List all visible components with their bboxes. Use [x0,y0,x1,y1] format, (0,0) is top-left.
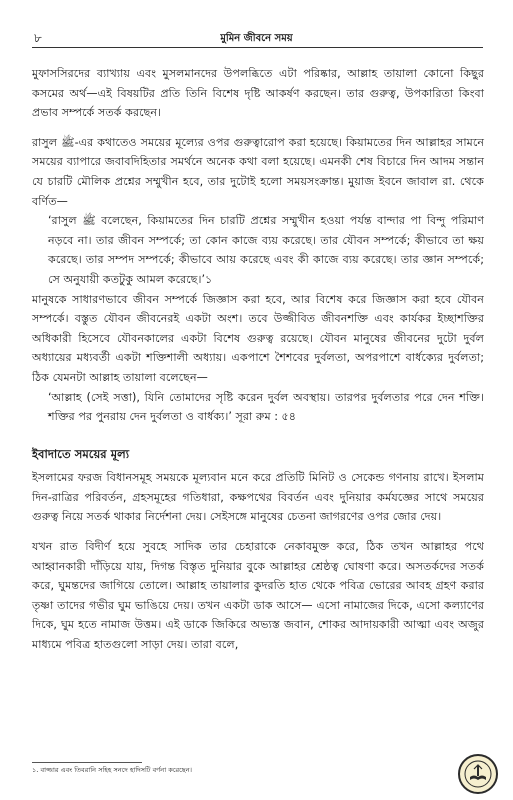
footnote-divider [32,762,142,763]
hadith-quote: ‘রাসুল ﷺ বলেছেন, কিয়ামতের দিন চারটি প্রশ্নের সম্মুখীন হওয়া পর্যন্ত বান্দার পা বিন্দু পরিমাণ নড়বে না। তার জীবন সম্পর্কে; তা কোন কাজে ব্যয় করেছে। তার যৌবন সম্পর্কে; কীভাবে তা ক্ষয় করেছে। তার সম্পদ সম্পর্কে; কীভাবে আয় করেছে এবং কী কাজে ব্যয় করেছে। তার জ্ঞান সম্পর্কে; সে অনুযায়ী কতটুকু আমল করেছে।’১ [48,214,484,286]
header-divider [32,47,483,48]
paragraph-4: ইসলামের ফরজ বিধানসমূহ সময়কে মূল্যবান মনে করে প্রতিটি মিনিট ও সেকেন্ড গণনায় রাখে। ইসলাম দিন-রাত্রির পরিবর্তন, গ্রহসমূহের গতিধারা, কক্ষপথের বিবর্তন এবং দুনিয়ার কর্মযজ্ঞের সাথে সময়ের গুরুত্ব নিয়ে সতর্ক থাকার নির্দেশনা দেয়। সেইসঙ্গে মানুষের চেতনা জাগরণের ওপর জোর দেয়। [32,471,484,524]
footnote: ১. বাজ্জার এবং তিবরানি সহিহ সনদে হাদিসটি বর্ণনা করেছেন। [32,766,193,774]
paragraph-1: মুফাসসিরদের ব্যাখ্যায় এবং মুসলমানদের উপলব্ধিতে এটা পরিষ্কার, আল্লাহ তায়ালা কোনো কিছুর কসমের অর্থ—এই বিষয়টির প্রতি তিনি বিশেষ দৃষ্টি আকর্ষণ করছেন। তার গুরুত্ব, উপকারিতা কিংবা প্রভাব সম্পর্কে সতর্ক করছেন। [32,67,484,120]
paragraph-2: রাসুল ﷺ-এর কথাতেও সময়ের মূল্যের ওপর গুরুত্বারোপ করা হয়েছে। কিয়ামতের দিন আল্লাহর সামনে সময়ের ব্যাপারে জবাবদিহিতার সমর্থনে অনেক কথা বলা হয়েছে। এমনকী শেষ বিচারে দিন আদম সন্তান যে চারটি মৌলিক প্রশ্নের সম্মুখীন হবে, তার দুটোই হলো সময়সংক্রান্ত। মুয়াজ ইবনে জাবাল রা. থেকে বর্ণিত— [32,135,485,208]
paragraph-5: যখন রাত বিদীর্ণ হয়ে সুবহে সাদিক তার চেহারাকে নেকাবমুক্ত করে, ঠিক তখন আল্লাহর পথে আহ্বানকারী দাঁড়িয়ে যায়, দিগন্ত বিস্তৃত দুনিয়ার বুকে আল্লাহর শ্রেষ্ঠত্ব ঘোষণা করে। অসতর্কদের সতর্ক করে, ঘুমন্তদের জাগিয়ে তোলে। আল্লাহ তায়ালার কুদরতি হাত থেকে পবিত্র ভোরের আবহ গ্রহণ করার তৃষ্ণা তাদের গভীর ঘুম ভাঙিয়ে দেয়। তখন একটা ডাক আসে— এসো নামাজের দিকে, এসো কল্যাণের দিকে, ঘুম হতে নামাজ উত্তম। এই ডাকে জিকিরে অভ্যস্ত জবান, শোকর আদায়কারী আত্মা এবং অজুর মাধ্যমে পবিত্র হাতগুলো সাড়া দেয়। তারা বলে, [32,540,484,652]
page-number: ৮ [34,31,42,45]
quran-quote: ‘আল্লাহ (সেই সত্তা), যিনি তোমাদের সৃষ্টি করেন দুর্বল অবস্থায়। তারপর দুর্বলতার পরে দেন শক্তি। শক্তির পর পুনরায় দেন দুর্বলতা ও বার্ধক্য।’ সূরা রুম : ৫৪ [48,390,484,424]
page-body [32,64,484,655]
running-title: মুমিন জীবনে সময় [220,33,293,44]
paragraph-3: মানুষকে সাধারণভাবে জীবন সম্পর্কে জিজ্ঞাস করা হবে, আর বিশেষ করে জিজ্ঞাস করা হবে যৌবন সম্পর্কে। বস্তুত যৌবন জীবনেরই একটা অংশ। তবে উজ্জীবিত জীবনশক্তি এবং কার্যকর ইচ্ছাশক্তির অধিকারী হিসেবে যৌবনকালের একটা বিশেষ গুরুত্ব রয়েছে। যৌবন মানুষের জীবনের দুটো দুর্বল অধ্যায়ের মধ্যবর্তী একটা শক্তিশালী অধ্যায়। একপাশে শৈশবের দুর্বলতা, অপরপাশে বার্ধক্যের দুর্বলতা; ঠিক যেমনটা আল্লাহ তায়ালা বলেছেন— [32,292,484,384]
section-heading: ইবাদাতে সময়ের মূল্য [32,446,130,461]
book-logo-icon [458,754,498,794]
